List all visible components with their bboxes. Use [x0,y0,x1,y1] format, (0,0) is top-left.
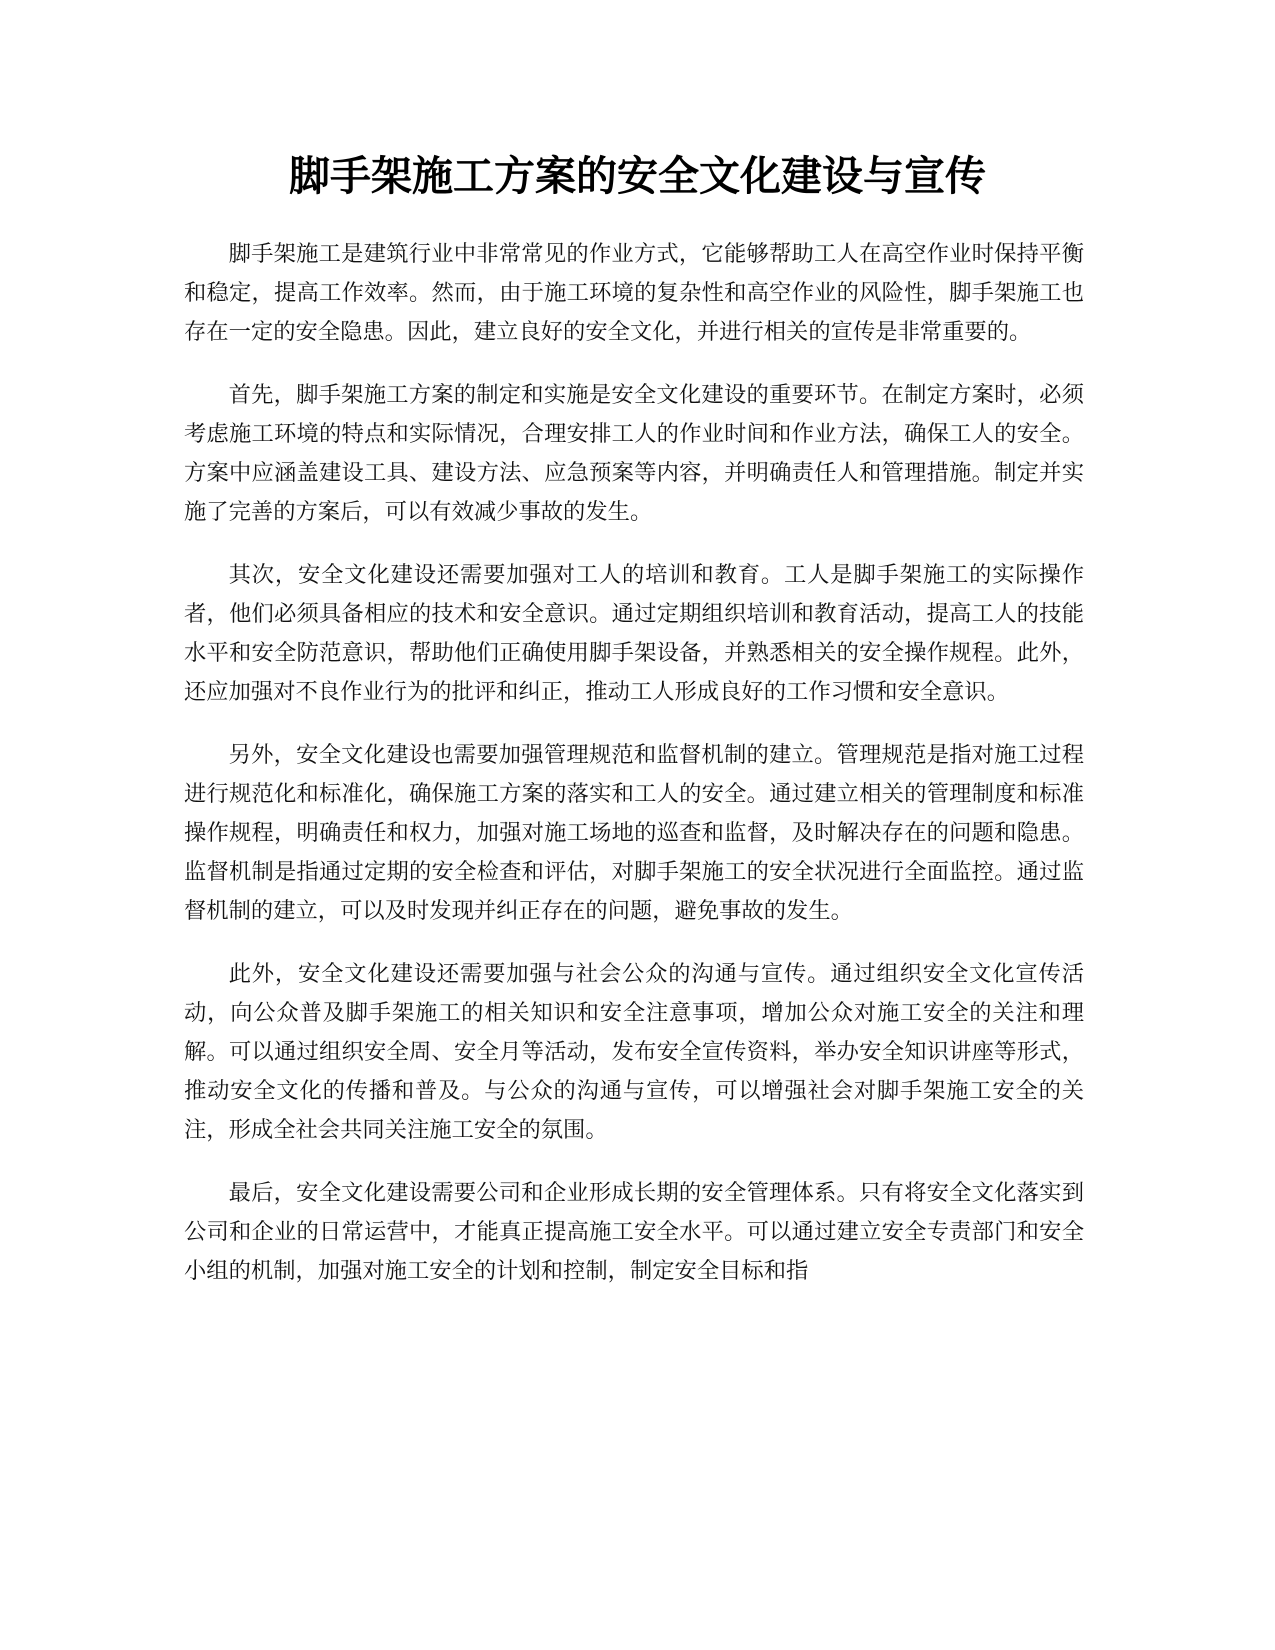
paragraph-supervision: 另外，安全文化建设也需要加强管理规范和监督机制的建立。管理规范是指对施工过程进行规范化和标准化，确保施工方案的落实和工人的安全。通过建立相关的管理制度和标准操作规程，明确责任和权力，加强对施工场地的巡查和监督，及时解决存在的问题和隐患。监督机制是指通过定期的安全检查和评估，对脚手架施工的安全状况进行全面监控。通过监督机制的建立，可以及时发现并纠正存在的问题，避免事故的发生。 [184,742,1084,924]
paragraph-training: 其次，安全文化建设还需要加强对工人的培训和教育。工人是脚手架施工的实际操作者，他们必须具备相应的技术和安全意识。通过定期组织培训和教育活动，提高工人的技能水平和安全防范意识，帮助他们正确使用脚手架设备，并熟悉相关的安全操作规程。此外，还应加强对不良作业行为的批评和纠正，推动工人形成良好的工作习惯和安全意识。 [184,562,1084,705]
paragraph-intro: 脚手架施工是建筑行业中非常常见的作业方式，它能够帮助工人在高空作业时保持平衡和稳定，提高工作效率。然而，由于施工环境的复杂性和高空作业的风险性，脚手架施工也存在一定的安全隐患。因此，建立良好的安全文化，并进行相关的宣传是非常重要的。 [184,241,1084,345]
paragraph-management-system: 最后，安全文化建设需要公司和企业形成长期的安全管理体系。只有将安全文化落实到公司和企业的日常运营中，才能真正提高施工安全水平。可以通过建立安全专责部门和安全小组的机制，加强对施工安全的计划和控制，制定安全目标和指 [184,1180,1084,1284]
document-title: 脚手架施工方案的安全文化建设与宣传 [289,152,986,200]
paragraph-public-outreach: 此外，安全文化建设还需要加强与社会公众的沟通与宣传。通过组织安全文化宣传活动，向公众普及脚手架施工的相关知识和安全注意事项，增加公众对施工安全的关注和理解。可以通过组织安全周、安全月等活动，发布安全宣传资料，举办安全知识讲座等形式，推动安全文化的传播和普及。与公众的沟通与宣传，可以增强社会对脚手架施工安全的关注，形成全社会共同关注施工安全的氛围。 [184,961,1084,1143]
paragraph-plan: 首先，脚手架施工方案的制定和实施是安全文化建设的重要环节。在制定方案时，必须考虑施工环境的特点和实际情况，合理安排工人的作业时间和作业方法，确保工人的安全。方案中应涵盖建设工具、建设方法、应急预案等内容，并明确责任人和管理措施。制定并实施了完善的方案后，可以有效减少事故的发生。 [184,382,1084,525]
document-body [184,235,1084,1315]
